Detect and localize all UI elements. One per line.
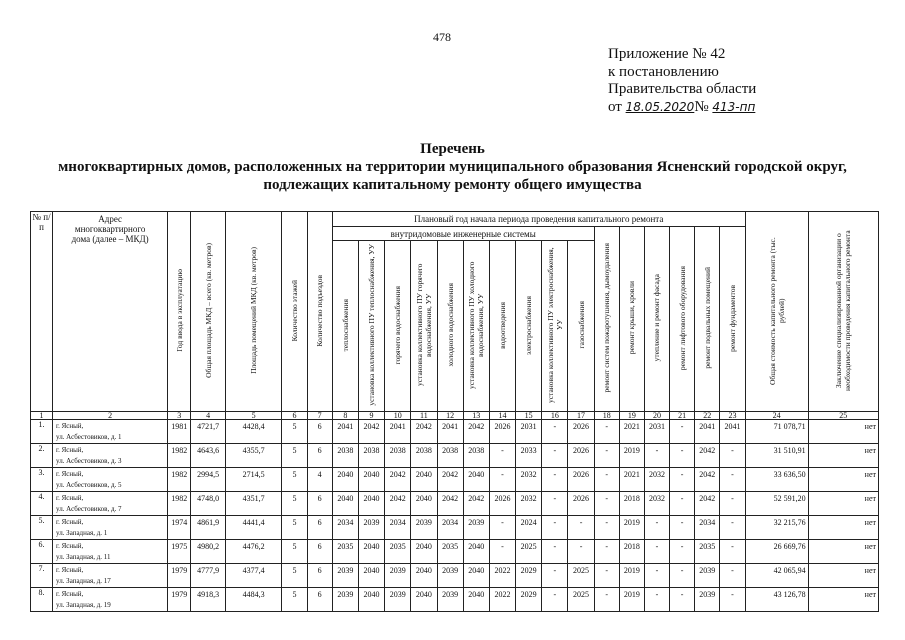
table-row	[31, 516, 879, 540]
header-entrances: Количество подъездов	[315, 274, 325, 347]
table-cell: 4918,3	[191, 588, 226, 612]
table-cell: -	[542, 492, 568, 516]
table-cell: 2040	[358, 588, 384, 612]
row-number: 2.	[31, 444, 53, 468]
table-cell: 6	[307, 540, 332, 564]
table-cell: -	[644, 516, 669, 540]
table-cell: 2019	[619, 564, 644, 588]
table-cell: 2019	[619, 516, 644, 540]
table-cell: -	[670, 516, 695, 540]
table-cell: 2026	[568, 492, 594, 516]
table-cell: 2040	[411, 588, 437, 612]
column-number: 8	[332, 412, 358, 420]
table-cell: 2039	[463, 516, 489, 540]
appendix-block	[608, 46, 756, 116]
table-cell: -	[542, 420, 568, 444]
column-number: 24	[745, 412, 808, 420]
table-cell: 4351,7	[225, 492, 282, 516]
row-number: 6.	[31, 540, 53, 564]
table-cell: нет	[808, 420, 878, 444]
table-cell: -	[720, 516, 745, 540]
table-cell: 2032	[644, 468, 669, 492]
table-cell: -	[594, 468, 619, 492]
row-number: 1.	[31, 420, 53, 444]
column-number: 13	[463, 412, 489, 420]
table-cell: -	[670, 468, 695, 492]
table-cell: 2994,5	[191, 468, 226, 492]
table-row	[31, 420, 879, 444]
column-number: 15	[516, 412, 542, 420]
table-cell: 2042	[411, 420, 437, 444]
table-cell: 5	[282, 420, 307, 444]
address-street: ул. Западная, д. 19	[56, 600, 111, 609]
table-cell: 2040	[358, 468, 384, 492]
table-cell: -	[594, 444, 619, 468]
address-cell	[53, 492, 168, 516]
table-cell: -	[594, 564, 619, 588]
column-number: 2	[53, 412, 168, 420]
table-cell: 2038	[437, 444, 463, 468]
table-cell: 2026	[568, 444, 594, 468]
table-cell: 2034	[332, 516, 358, 540]
table-cell: 2041	[720, 420, 745, 444]
table-cell: 2034	[437, 516, 463, 540]
table-cell: 2026	[489, 492, 515, 516]
table-cell: -	[594, 540, 619, 564]
header-conclusion: Заключение специализированной организации о необходимости проведения капитального ремонта	[834, 230, 853, 391]
table-cell: -	[720, 588, 745, 612]
column-number: 19	[619, 412, 644, 420]
table-cell: 2040	[463, 564, 489, 588]
handwritten-date: 18.05.2020	[625, 99, 695, 114]
table-cell: -	[594, 516, 619, 540]
table-cell: -	[670, 420, 695, 444]
table-cell: 1979	[168, 588, 191, 612]
appendix-line-2: к постановлению	[608, 63, 719, 80]
column-number: 12	[437, 412, 463, 420]
table-cell: 2022	[489, 588, 515, 612]
table-cell: 4441,4	[225, 516, 282, 540]
table-cell: 2035	[332, 540, 358, 564]
table-cell: -	[594, 492, 619, 516]
table-cell: 4861,9	[191, 516, 226, 540]
table-cell: 32 215,76	[745, 516, 808, 540]
column-number: 4	[191, 412, 226, 420]
column-number: 18	[594, 412, 619, 420]
title-line-3: подлежащих капитальному ремонту общего имущества	[263, 177, 642, 193]
header-coldwater-pu: установка коллективного ПУ холодного водоснабжения, УУ	[467, 261, 486, 389]
table-cell: 2019	[619, 444, 644, 468]
address-street: ул. Асбестовиков, д. 7	[56, 504, 122, 513]
table-cell: 5	[282, 468, 307, 492]
table-cell: 2018	[619, 540, 644, 564]
table-cell: 2040	[463, 588, 489, 612]
table-cell: 2039	[695, 588, 720, 612]
table-cell: 2035	[695, 540, 720, 564]
page-number: 478	[433, 30, 451, 44]
address-cell	[53, 420, 168, 444]
table-cell: 2042	[463, 420, 489, 444]
table-cell: 2042	[358, 420, 384, 444]
table-cell: 2022	[489, 564, 515, 588]
table-cell: 2039	[332, 588, 358, 612]
table-cell: -	[670, 492, 695, 516]
header-heat: теплоснабжения	[340, 298, 350, 352]
table-cell: -	[568, 516, 594, 540]
table-cell: -	[542, 468, 568, 492]
column-number-row	[31, 412, 879, 420]
table-cell: 2042	[385, 468, 411, 492]
table-cell: -	[489, 516, 515, 540]
address-street: ул. Западная, д. 11	[56, 552, 111, 561]
column-number: 6	[282, 412, 307, 420]
table-cell: 4377,4	[225, 564, 282, 588]
table-cell: 4748,0	[191, 492, 226, 516]
table-cell: 5	[282, 540, 307, 564]
table-cell: -	[489, 444, 515, 468]
table-cell: -	[542, 588, 568, 612]
table-cell: 6	[307, 564, 332, 588]
address-cell	[53, 444, 168, 468]
header-hotwater: горячего водоснабжения	[393, 285, 403, 365]
table-row	[31, 468, 879, 492]
table-cell: -	[568, 540, 594, 564]
title-line-1: Перечень	[420, 141, 485, 157]
address-street: ул. Асбестовиков, д. 1	[56, 432, 122, 441]
table-cell: 2035	[385, 540, 411, 564]
table-cell: 1981	[168, 420, 191, 444]
column-number: 3	[168, 412, 191, 420]
appendix-line-3: Правительства области	[608, 81, 757, 97]
table-cell: нет	[808, 492, 878, 516]
table-cell: 2025	[568, 588, 594, 612]
table-cell: 2025	[568, 564, 594, 588]
table-cell: 6	[307, 492, 332, 516]
title-line-2: многоквартирных домов, расположенных на территории муниципального образования Ясненский городской округ,	[58, 159, 847, 175]
table-cell: 2038	[411, 444, 437, 468]
table-cell: 2032	[516, 468, 542, 492]
table-cell: 43 126,78	[745, 588, 808, 612]
address-city: г. Ясный,	[56, 541, 84, 550]
table-cell: 2040	[463, 468, 489, 492]
table-row	[31, 492, 879, 516]
table-cell: 4428,4	[225, 420, 282, 444]
header-foundation: ремонт фундаментов	[728, 284, 737, 352]
table-cell: нет	[808, 588, 878, 612]
appendix-line-1: Приложение № 42	[608, 46, 726, 62]
table-cell: 2038	[463, 444, 489, 468]
table-cell: 2026	[489, 420, 515, 444]
table-cell: 2040	[358, 492, 384, 516]
table-cell: 2039	[437, 564, 463, 588]
table-cell: -	[670, 564, 695, 588]
header-num: № п/п	[32, 212, 51, 232]
table-cell: 2021	[619, 468, 644, 492]
table-cell: 2033	[516, 444, 542, 468]
table-cell: 2042	[695, 492, 720, 516]
table-cell: нет	[808, 564, 878, 588]
table-cell: -	[594, 588, 619, 612]
table-cell: 1982	[168, 468, 191, 492]
table-cell: 1982	[168, 444, 191, 468]
address-cell	[53, 516, 168, 540]
header-fire: ремонт систем пожаротушения, дымоудаления	[602, 243, 612, 393]
header-address: Адрес многоквартирного дома (далее – МКД)	[71, 214, 149, 244]
table-cell: 42 065,94	[745, 564, 808, 588]
address-city: г. Ясный,	[56, 565, 84, 574]
address-city: г. Ясный,	[56, 517, 84, 526]
table-cell: 2041	[332, 420, 358, 444]
row-number: 7.	[31, 564, 53, 588]
table-cell: 2042	[385, 492, 411, 516]
table-cell: -	[489, 468, 515, 492]
table-cell: 31 510,91	[745, 444, 808, 468]
table-cell: 2038	[385, 444, 411, 468]
header-area-total: Общая площадь МКД – всего (кв. метров)	[203, 243, 213, 378]
number-label: №	[694, 98, 709, 115]
column-number: 16	[542, 412, 568, 420]
table-cell: нет	[808, 540, 878, 564]
table-row	[31, 588, 879, 612]
table-cell: 4980,2	[191, 540, 226, 564]
header-roof: ремонт крыши, кровли	[627, 281, 637, 355]
from-label: от	[608, 98, 622, 115]
table-cell: -	[670, 444, 695, 468]
table-cell: 2042	[437, 492, 463, 516]
table-cell: 5	[282, 588, 307, 612]
header-heat-pu: установка коллективного ПУ теплоснабжения, УУ	[367, 244, 377, 406]
column-number: 9	[358, 412, 384, 420]
table-cell: -	[720, 540, 745, 564]
handwritten-number: 413-пп	[712, 99, 756, 114]
table-cell: нет	[808, 444, 878, 468]
table-cell: 2042	[437, 468, 463, 492]
table-cell: -	[720, 564, 745, 588]
table-cell: 2040	[411, 540, 437, 564]
table-cell: 2040	[332, 468, 358, 492]
table-cell: 1975	[168, 540, 191, 564]
table-cell: -	[644, 540, 669, 564]
table-cell: 2040	[463, 540, 489, 564]
header-floors: Количество этажей	[290, 279, 300, 342]
table-cell: 2032	[644, 492, 669, 516]
table-cell: 33 636,50	[745, 468, 808, 492]
table-cell: 2031	[516, 420, 542, 444]
table-cell: 2040	[411, 564, 437, 588]
column-number: 21	[670, 412, 695, 420]
header-basement: ремонт подвальных помещений	[702, 267, 712, 369]
table-cell: 2040	[358, 540, 384, 564]
table-cell: -	[594, 420, 619, 444]
table-cell: 2042	[695, 468, 720, 492]
row-number: 8.	[31, 588, 53, 612]
table-cell: 2021	[619, 420, 644, 444]
address-city: г. Ясный,	[56, 493, 84, 502]
header-facade: утепление и ремонт фасада	[652, 274, 662, 362]
table-cell: -	[489, 540, 515, 564]
table-cell: 4777,9	[191, 564, 226, 588]
table-cell: нет	[808, 468, 878, 492]
column-number: 14	[489, 412, 515, 420]
table-cell: 4476,2	[225, 540, 282, 564]
table-cell: 2039	[385, 564, 411, 588]
table-cell: 2031	[644, 420, 669, 444]
repair-schedule-table	[30, 211, 879, 612]
table-cell: 2040	[411, 468, 437, 492]
header-engineering: внутридомовые инженерные системы	[390, 228, 536, 239]
table-cell: 4355,7	[225, 444, 282, 468]
column-number: 11	[411, 412, 437, 420]
address-cell	[53, 540, 168, 564]
table-cell: -	[644, 564, 669, 588]
table-cell: -	[720, 468, 745, 492]
table-cell: 4	[307, 468, 332, 492]
header-year: Год ввода в эксплуатацию	[174, 269, 184, 352]
table-cell: 1982	[168, 492, 191, 516]
address-cell	[53, 564, 168, 588]
table-row	[31, 444, 879, 468]
table-cell: 4484,3	[225, 588, 282, 612]
address-cell	[53, 588, 168, 612]
table-cell: 1974	[168, 516, 191, 540]
table-cell: 4721,7	[191, 420, 226, 444]
table-cell: 1979	[168, 564, 191, 588]
header-plan: Плановый год начала периода проведения капитального ремонта	[414, 214, 664, 224]
table-cell: 2024	[516, 516, 542, 540]
column-number: 7	[307, 412, 332, 420]
table-cell: 2040	[332, 492, 358, 516]
table-cell: 6	[307, 420, 332, 444]
table-cell: -	[542, 564, 568, 588]
address-street: ул. Асбестовиков, д. 3	[56, 456, 122, 465]
table-cell: 2042	[463, 492, 489, 516]
header-electric: электроснабжения	[524, 295, 534, 355]
table-cell: 2035	[437, 540, 463, 564]
table-cell: 2039	[695, 564, 720, 588]
address-cell	[53, 468, 168, 492]
address-city: г. Ясный,	[56, 469, 84, 478]
row-number: 5.	[31, 516, 53, 540]
table-cell: 2026	[568, 420, 594, 444]
document-title	[0, 140, 905, 194]
table-cell: 2039	[332, 564, 358, 588]
table-row	[31, 540, 879, 564]
header-hotwater-pu: установка коллективного ПУ горячего водоснабжения, УУ	[414, 263, 433, 387]
header-cost: Общая стоимость капитального ремонта (тыс. рублей)	[767, 236, 786, 385]
table-cell: 2040	[411, 492, 437, 516]
column-number: 17	[568, 412, 594, 420]
address-city: г. Ясный,	[56, 589, 84, 598]
appendix-line-4	[608, 99, 756, 117]
column-number: 5	[225, 412, 282, 420]
table-cell: -	[644, 444, 669, 468]
table-cell: 2039	[385, 588, 411, 612]
table-cell: 2038	[358, 444, 384, 468]
column-number: 23	[720, 412, 745, 420]
table-cell: 71 078,71	[745, 420, 808, 444]
header-lift: ремонт лифтового оборудования	[677, 265, 687, 371]
table-cell: -	[542, 444, 568, 468]
table-cell: 52 591,20	[745, 492, 808, 516]
address-city: г. Ясный,	[56, 421, 84, 430]
table-cell: 5	[282, 492, 307, 516]
table-cell: -	[720, 492, 745, 516]
table-cell: -	[720, 444, 745, 468]
table-row	[31, 564, 879, 588]
table-cell: 2032	[516, 492, 542, 516]
table-cell: нет	[808, 516, 878, 540]
table-cell: 26 669,76	[745, 540, 808, 564]
table-cell: 2039	[358, 516, 384, 540]
address-street: ул. Западная, д. 1	[56, 528, 108, 537]
table-cell: 2040	[358, 564, 384, 588]
table-cell: -	[644, 588, 669, 612]
table-cell: 2039	[437, 588, 463, 612]
table-cell: 2041	[695, 420, 720, 444]
table-cell: 5	[282, 444, 307, 468]
table-cell: 2034	[385, 516, 411, 540]
table-cell: 2039	[411, 516, 437, 540]
table-cell: 2018	[619, 492, 644, 516]
table-cell: 2714,5	[225, 468, 282, 492]
table-cell: -	[670, 540, 695, 564]
table-cell: 2038	[332, 444, 358, 468]
table-cell: 2041	[437, 420, 463, 444]
column-number: 20	[644, 412, 669, 420]
header-coldwater: холодного водоснабжения	[445, 283, 455, 367]
column-number: 22	[695, 412, 720, 420]
table-cell: -	[670, 588, 695, 612]
address-city: г. Ясный,	[56, 445, 84, 454]
table-cell: 5	[282, 564, 307, 588]
header-sewer: водоотведения	[497, 301, 507, 349]
table-cell: 5	[282, 516, 307, 540]
header-gas: газоснабжения	[576, 301, 586, 349]
table-cell: -	[542, 540, 568, 564]
table-cell: 2034	[695, 516, 720, 540]
row-number: 3.	[31, 468, 53, 492]
table-cell: 4643,6	[191, 444, 226, 468]
table-cell: 2025	[516, 540, 542, 564]
column-number: 1	[31, 412, 53, 420]
table-cell: 2041	[385, 420, 411, 444]
table-cell: 2019	[619, 588, 644, 612]
column-number: 25	[808, 412, 878, 420]
table-cell: 6	[307, 444, 332, 468]
column-number: 10	[385, 412, 411, 420]
row-number: 4.	[31, 492, 53, 516]
table-cell: 2029	[516, 588, 542, 612]
table-cell: 2042	[695, 444, 720, 468]
table-cell: 2029	[516, 564, 542, 588]
table-cell: 6	[307, 588, 332, 612]
header-electric-pu: установка коллективного ПУ электроснабжения, УУ	[545, 247, 564, 403]
table-cell: 2026	[568, 468, 594, 492]
address-street: ул. Асбестовиков, д. 5	[56, 480, 122, 489]
header-area-rooms: Площадь помещений МКД (кв. метров)	[249, 247, 259, 374]
table-cell: -	[542, 516, 568, 540]
address-street: ул. Западная, д. 17	[56, 576, 111, 585]
table-cell: 6	[307, 516, 332, 540]
